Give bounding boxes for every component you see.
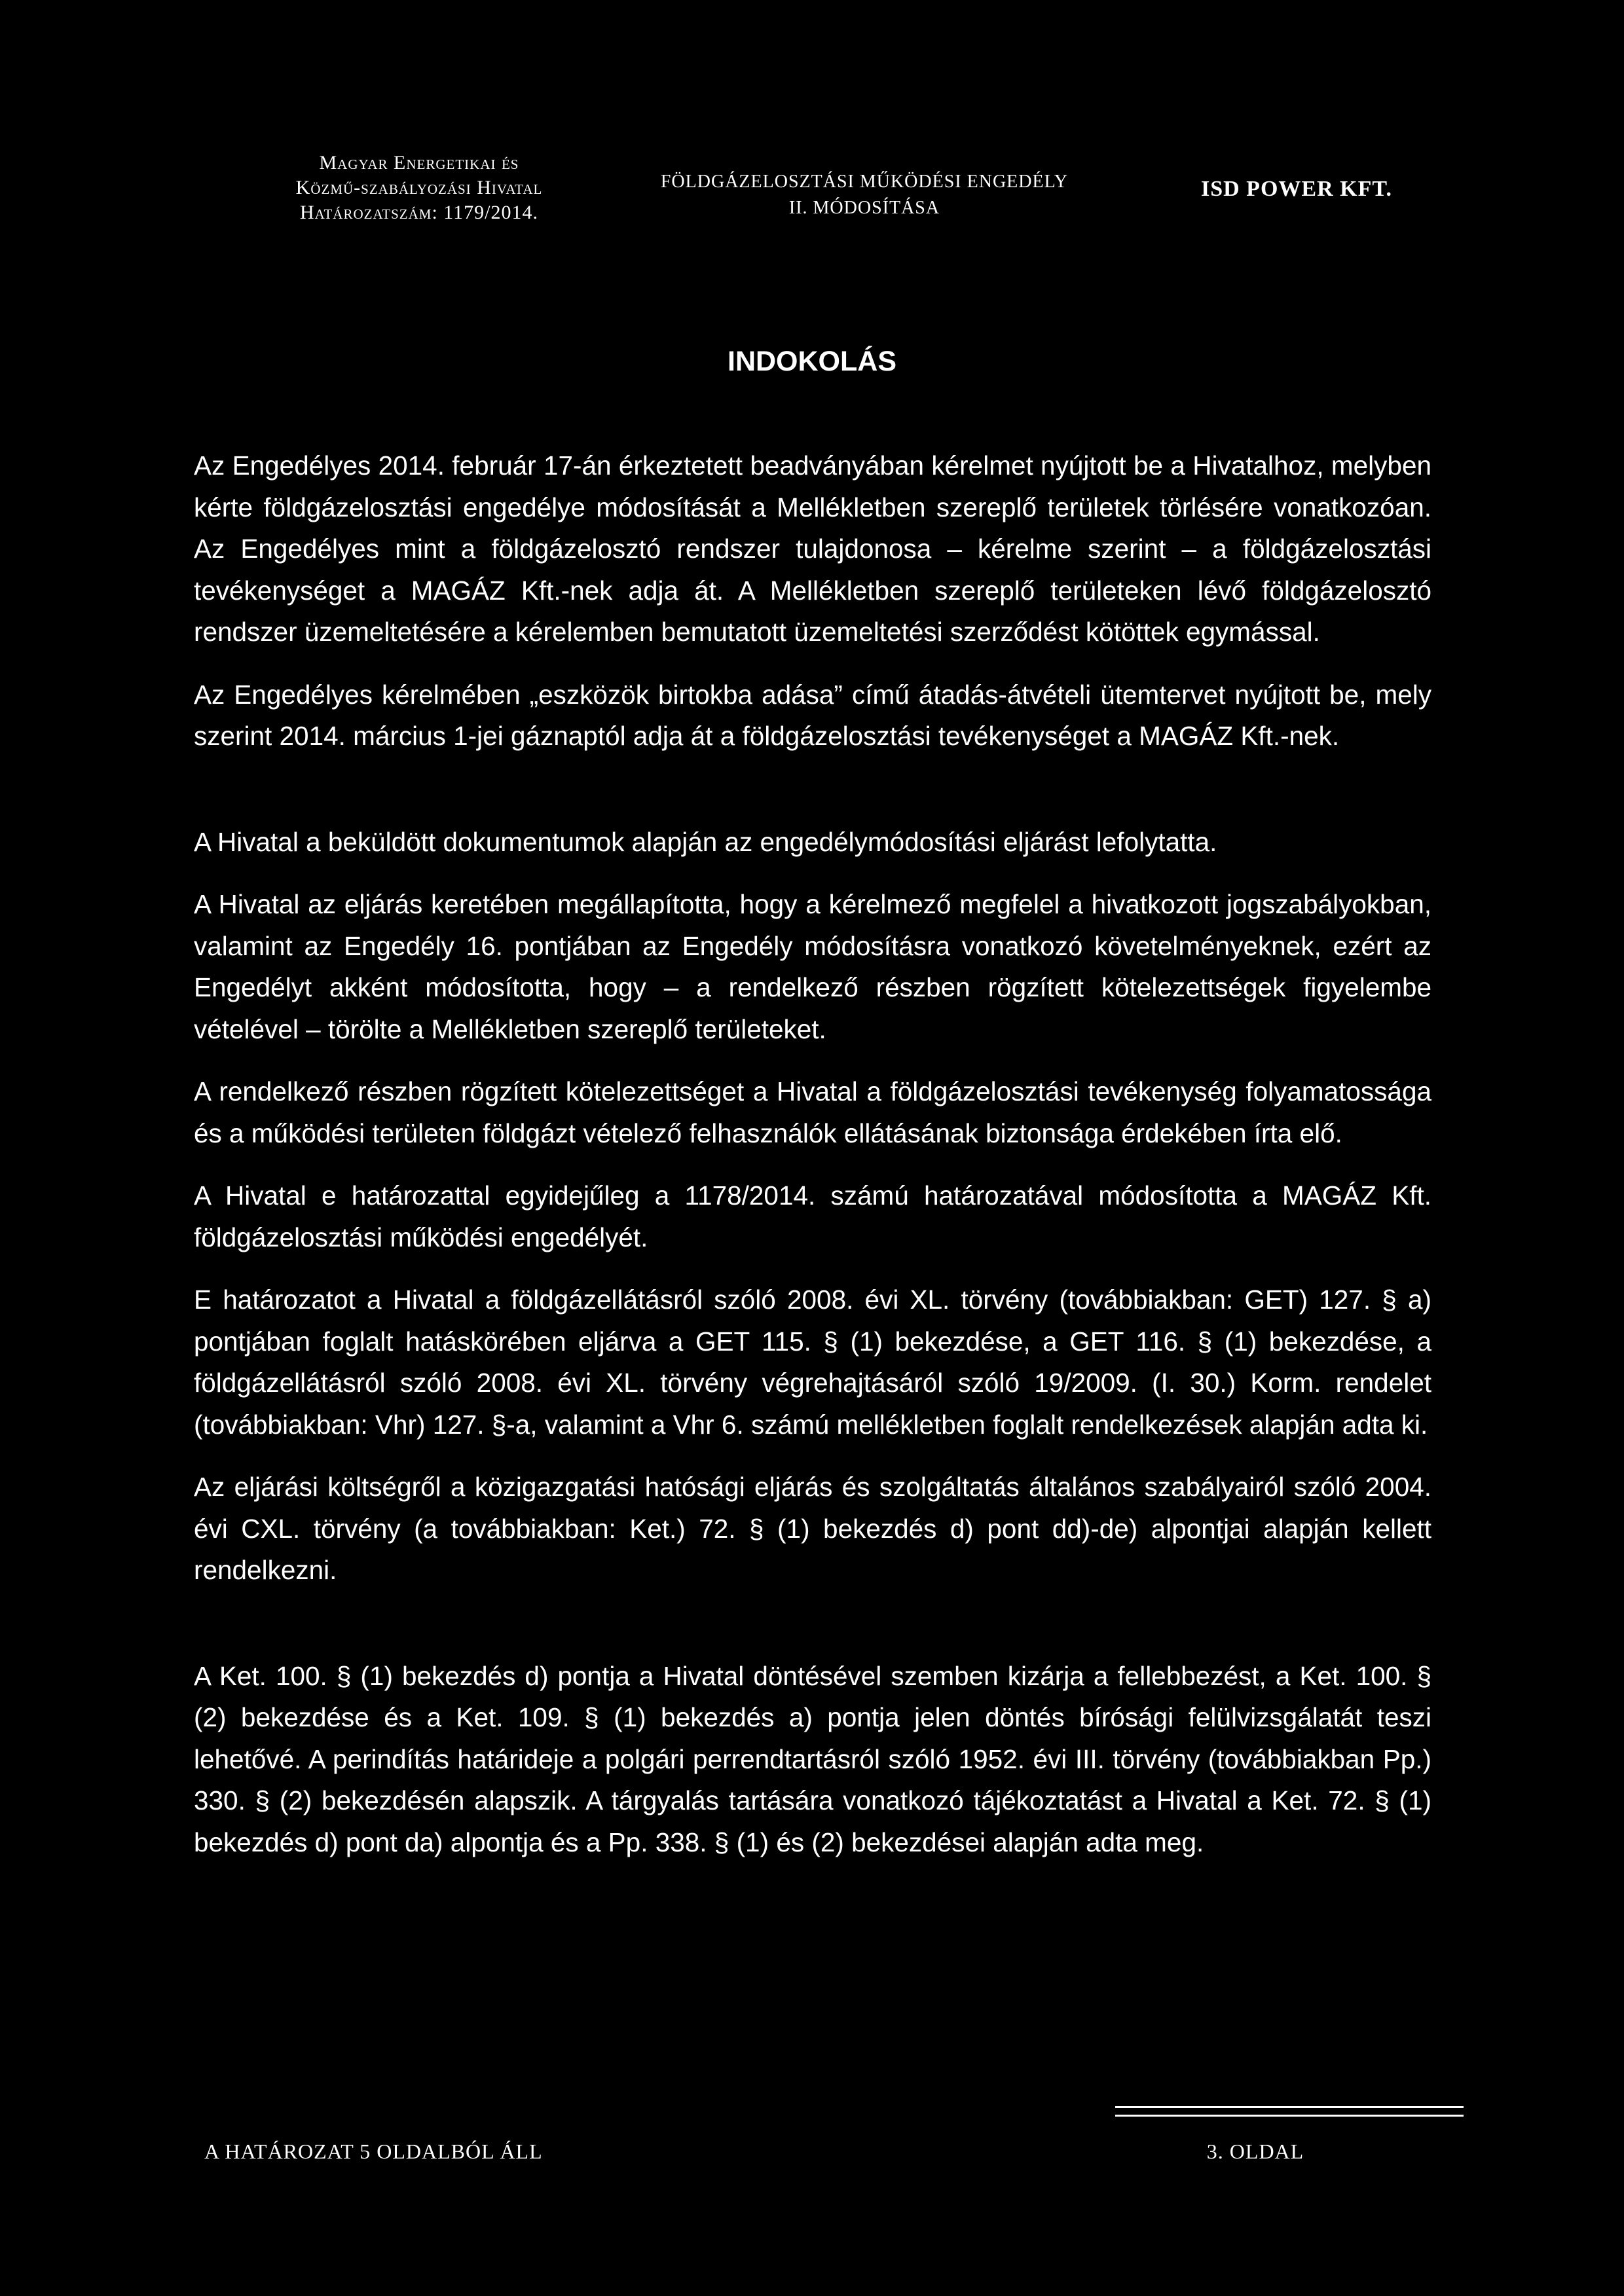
paragraph: A Ket. 100. § (1) bekezdés d) pontja a Hivatal döntésével szemben kizárja a fellebbezést, a Ket. 100. § (2) bekezdése és a Ket. 109. § (1) bekezdés a) pontja jelen döntés bírósági felülvizsgálatát teszi lehetővé. A perindítás határideje a polgári perrendtartásról szóló 1952. évi III. törvény (továbbiakban Pp.) 330. § (2) bekezdésén alapszik. A tárgyalás tartására vonatkozó tájékoztatást a Hivatal a Ket. 72. § (1) bekezdés d) pont da) alpontja és a Pp. 338. § (1) és (2) bekezdései alapján adta meg. bbox=[194, 1660, 1431, 1857]
issuing-authority bbox=[206, 151, 632, 225]
paragraph: Az Engedélyes kérelmében „eszközök birtokba adása” című átadás-átvételi ütemtervet nyújtott be, mely szerint 2014. március 1-jei gáznaptól adja át a földgázelosztási tevékenységet a MAGÁZ Kft.-nek. bbox=[194, 679, 1431, 751]
document-title-line-1: FÖLDGÁZELOSZTÁSI MŰKÖDÉSI ENGEDÉLY bbox=[660, 172, 1069, 192]
section-title: INDOKOLÁS bbox=[728, 346, 896, 377]
document-body bbox=[194, 445, 1431, 1884]
paragraph: A Hivatal az eljárás keretében megállapította, hogy a kérelmező megfelel a hivatkozott jogszabályokban, valamint az Engedély 16. pontjában az Engedély módosításra vonatkozó követelményeknek, ezért az Engedélyt akként módosította, hogy – a rendelkező részben rögzített kötelezettségek figyelembe vételével – törölte a Mellékletben szereplő területeket. bbox=[194, 889, 1431, 1044]
footer-rule-top bbox=[1115, 2106, 1464, 2108]
resolution-number: Határozatszám: 1179/2014. bbox=[299, 202, 539, 223]
paragraph: A rendelkező részben rögzített kötelezettséget a Hivatal a földgázelosztási tevékenység folyamatossága és a működési területen földgázt vételező felhasználók ellátásának biztonsága érdekében írta elő. bbox=[194, 1076, 1431, 1148]
authority-line-1: Magyar Energetikai és bbox=[319, 152, 519, 173]
authority-line-2: Közmű-szabályozási Hivatal bbox=[295, 177, 543, 198]
paragraph: E határozatot a Hivatal a földgázellátásról szóló 2008. évi XL. törvény (továbbiakban: GET) 127. § a) pontjában foglalt hatáskörében eljárva a GET 115. § (1) bekezdése, a GET 116. § (1) bekezdése, a földgázellátásról szóló 2008. évi XL. törvény végrehajtásáról szóló 19/2009. (I. 30.) Korm. rendelet (továbbiakban: Vhr) 127. §-a, valamint a Vhr 6. számú mellékletben foglalt rendelkezések alapján adta ki. bbox=[194, 1285, 1431, 1440]
page-number: 3. OLDAL bbox=[1206, 2140, 1304, 2163]
page-count-note: A HATÁROZAT 5 OLDALBÓL ÁLL bbox=[204, 2140, 543, 2163]
paragraph: Az eljárási költségről a közigazgatási hatósági eljárás és szolgáltatás általános szabályairól szóló 2004. évi CXL. törvény (a továbbiakban: Ket.) 72. § (1) bekezdés d) pont dd)-de) alpontjai alapján kellett rendelkezni. bbox=[194, 1472, 1431, 1585]
document-title bbox=[616, 169, 1113, 221]
document-title-line-2: II. MÓDOSÍTÁSA bbox=[788, 198, 940, 218]
footer-rule-bottom bbox=[1115, 2115, 1464, 2117]
company-name: ISD POWER KFT. bbox=[1200, 177, 1392, 201]
paragraph: Az Engedélyes 2014. február 17-án érkeztetett beadványában kérelmet nyújtott be a Hivatalhoz, melyben kérte földgázelosztási engedélye módosítását a Mellékletben szereplő területek törlésére vonatkozóan. Az Engedélyes mint a földgázelosztó rendszer tulajdonosa – kérelme szerint – a földgázelosztási tevékenységet a MAGÁZ Kft.-nek adja át. A Mellékletben szereplő területeken lévő földgázelosztó rendszer üzemeltetésére a kérelemben bemutatott üzemeltetési szerződést kötöttek egymással. bbox=[194, 450, 1431, 647]
paragraph: A Hivatal a beküldött dokumentumok alapján az engedélymódosítási eljárást lefolytatta. bbox=[194, 826, 1217, 857]
paragraph: A Hivatal e határozattal egyidejűleg a 1178/2014. számú határozatával módosította a MAGÁZ Kft. földgázelosztási működési engedélyét. bbox=[194, 1180, 1431, 1252]
